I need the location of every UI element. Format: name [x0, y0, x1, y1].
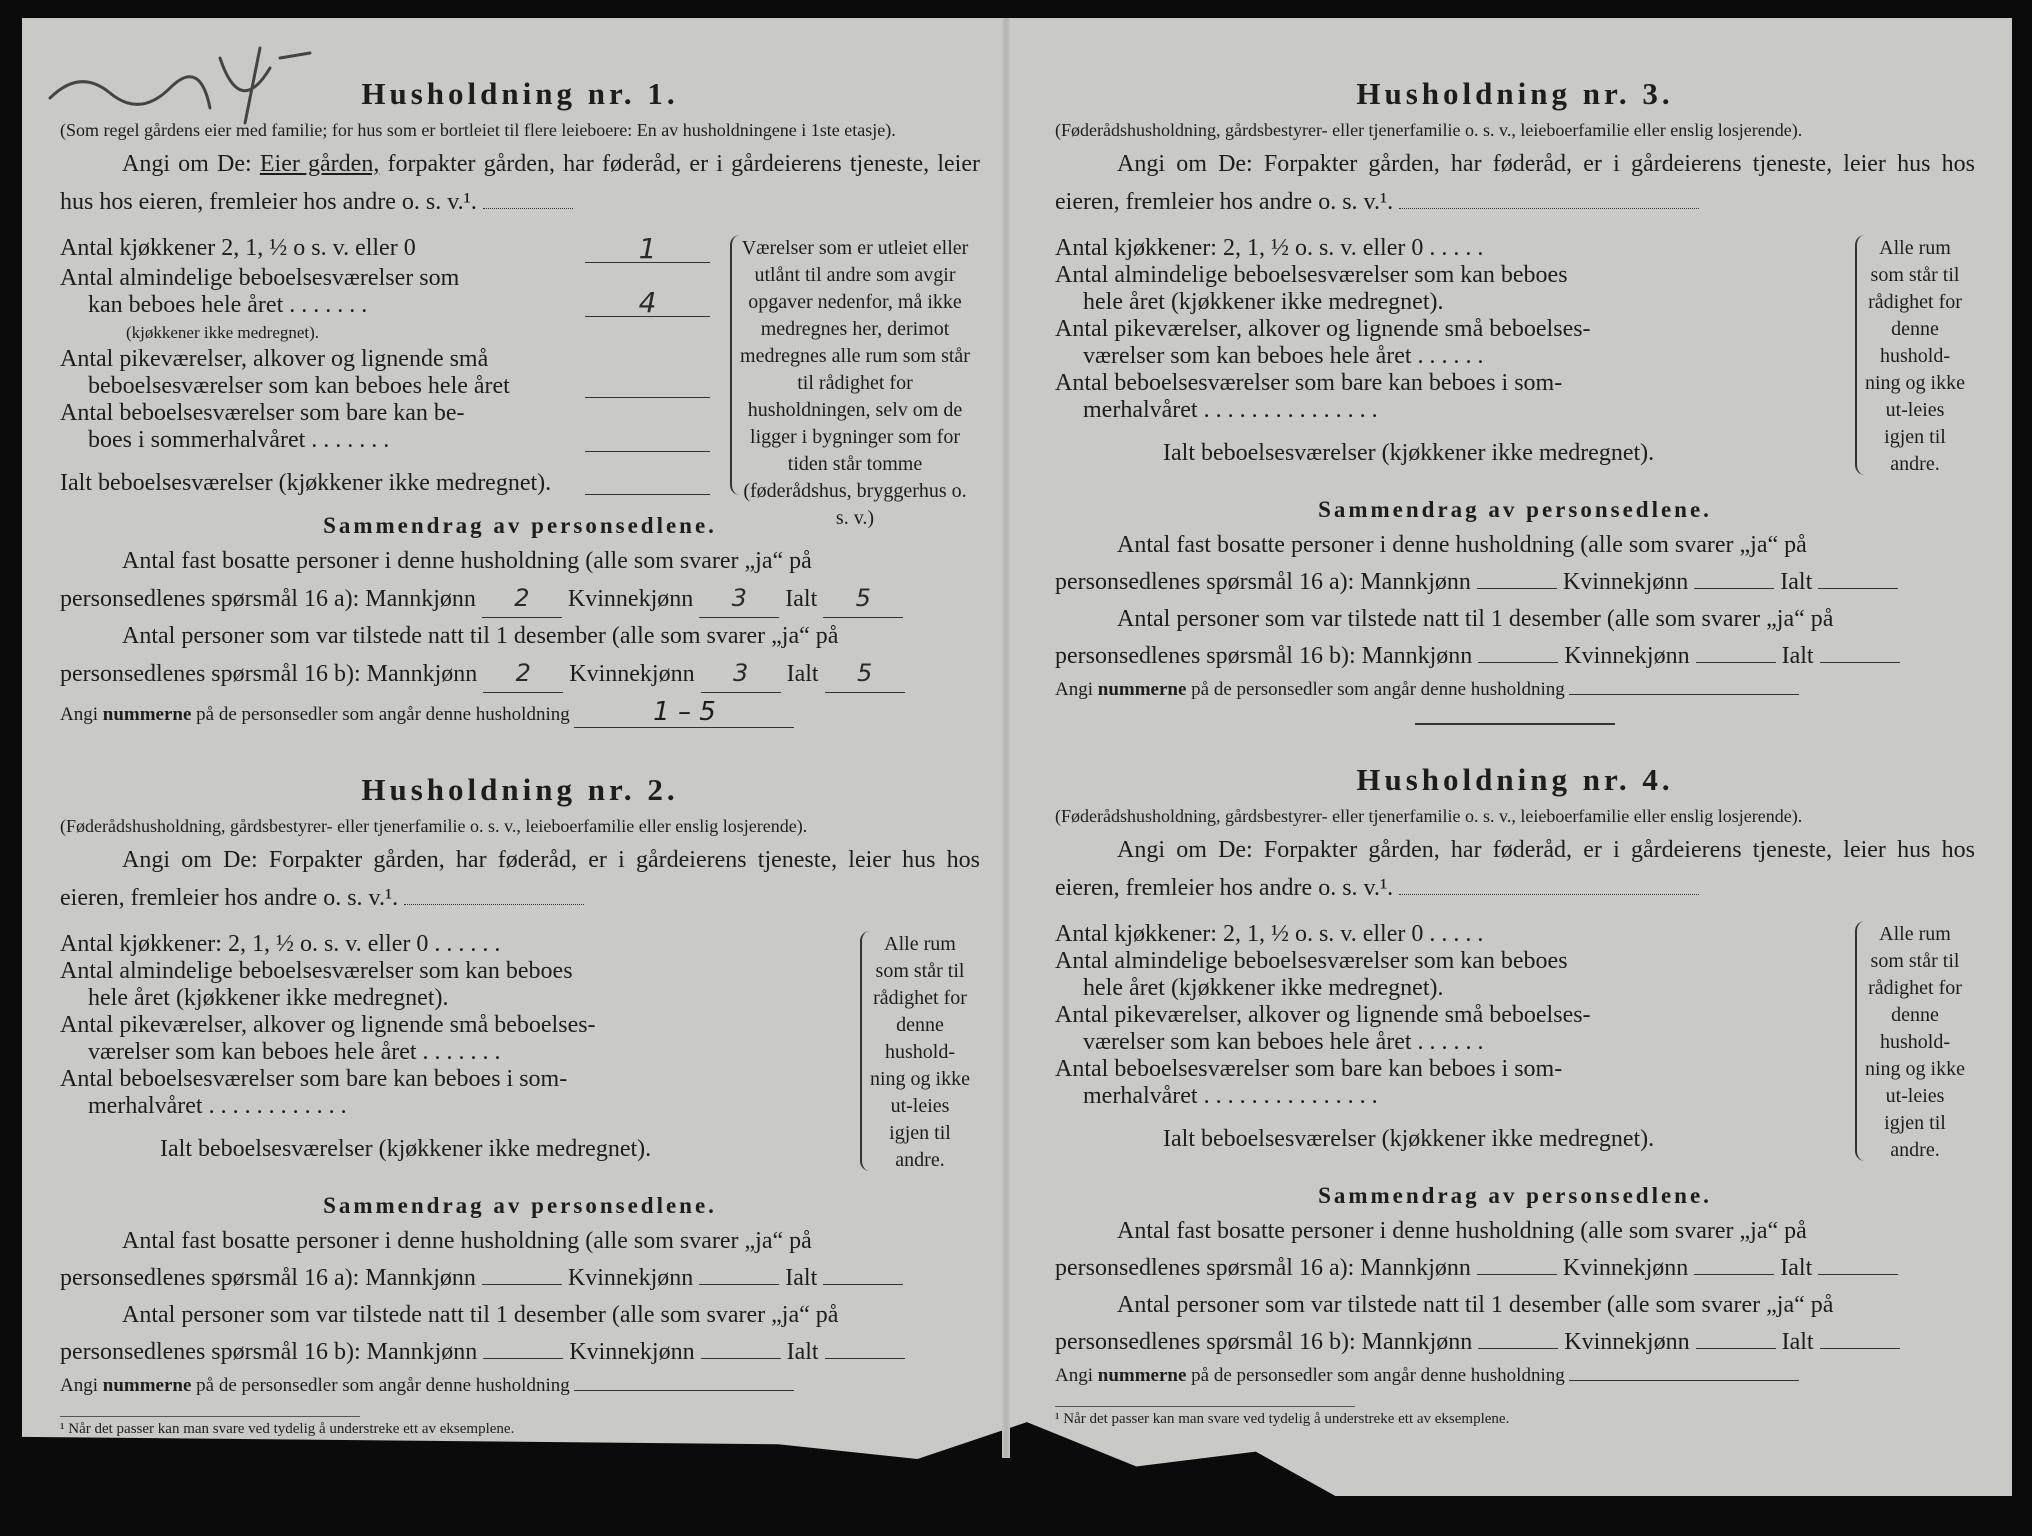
footnote: ¹ Når det passer kan man svare ved tydelig å understreke ett av eksemplene.: [60, 1416, 360, 1438]
footnote: ¹ Når det passer kan man svare ved tydelig å understreke ett av eksemplene.: [1055, 1406, 1355, 1428]
ordinary-rooms-count: 4: [585, 289, 710, 317]
household-1: Husholdning nr. 1. (Som regel gårdens eier med familie; for hus som er bortleiet til flere leieboere: En av husholdningene i 1ste etasje). Angi om De: Eier gården, forpakter gården, har føderåd, er i gårdeierens tjeneste, leier hus hos eieren, fremleier hos andre o. s. v.¹. Antal kjøkkener 2, 1, ½ o s. v. eller 0 1 Antal almindelige beboelsesværelser som kan beboes hele året . . . . . . . 4 (kjøkkener ikke medregnet). Antal pikeværelser, alkover og lignende små beboelsesværelser som kan beboes hele året Antal beboelsesværelser som bare kan be- boes i sommerhalvåret . . . . . . . Ialt beboelsesværelser (kjøkkener ikke medregnet). Værelser som er utleiet eller utlånt til andre som avgir opgaver nedenfor, må ikke medregnes her, derimot medregnes alle rum som står til rådighet for husholdningen, selv om de ligger i bygninger som for tiden står tomme (føderådshus, bryggerhus o. s. v.) Sammendrag av personsedlene. Antal fast bosatte personer i denne husholdning (alle som svarer „ja“ på personsedlenes spørsmål 16 a): Mannkjønn 2 Kvinnekjønn 3 Ialt 5 Antal personer som var tilstede natt til 1 desember (alle som svarer „ja“ på personsedlenes spørsmål 16 b): Mannkjønn 2 Kvinnekjønn 3 Ialt 5 Angi nummerne på de personsedler som angår denne husholdning 1 – 5: [60, 76, 980, 727]
household-1-angi: Angi om De: Eier gården, forpakter gården, har føderåd, er i gårdeierens tjeneste, leier hus hos eieren, fremleier hos andre o. s. v.¹.: [60, 151, 980, 215]
separator-line: [1415, 723, 1615, 725]
selected-answer: Eier gården,: [259, 151, 380, 177]
household-1-summary-title: Sammendrag av personsedlene.: [323, 513, 717, 538]
household-3: Husholdning nr. 3. (Føderådshusholdning, gårdsbestyrer- eller tjenerfamilie o. s. v., leieboerfamilie eller enslig losjerende). Angi om De: Forpakter gården, har føderåd, er i gårdeierens tjeneste, leier hus hos eieren, fremleier hos andre o. s. v.¹. Antal kjøkkener: 2, 1, ½ o. s. v. eller 0 . . . . . Antal almindelige beboelsesværelser som kan beboes hele året (kjøkkener ikke medregnet). Antal pikeværelser, alkover og lignende små beboelses- værelser som kan beboes hele året . . . . . . Antal beboelsesværelser som bare kan beboes i som- merhalvåret . . . . . . . . . . . . . . . Ialt beboelsesværelser (kjøkkener ikke medregnet). Alle rum som står til rådighet for denne hushold-ning og ikke ut-leies igjen til andre. Sammendrag av personsedlene. Antal fast bosatte personer i denne husholdning (alle som svarer „ja“ på personsedlenes spørsmål 16 a): Mannkjønn Kvinnekjønn Ialt Antal personer som var tilstede natt til 1 desember (alle som svarer „ja“ på personsedlenes spørsmål 16 b): Mannkjønn Kvinnekjønn Ialt Angi nummerne på de personsedler som angår denne husholdning: [1055, 76, 1975, 725]
household-1-rooms: Antal kjøkkener 2, 1, ½ o s. v. eller 0 1 Antal almindelige beboelsesværelser som kan beboes hele året . . . . . . . 4 (kjøkkener ikke medregnet). Antal pikeværelser, alkover og lignende små beboelsesværelser som kan beboes hele året Antal beboelsesværelser som bare kan be- boes i sommerhalvåret . . . . . . . Ialt beboelsesværelser (kjøkkener ikke medregnet). Værelser som er utleiet eller utlånt til andre som avgir opgaver nedenfor, må ikke medregnes her, derimot medregnes alle rum som står til rådighet for husholdningen, selv om de ligger i bygninger som for tiden står tomme (føderådshus, bryggerhus o. s. v.): [60, 232, 970, 529]
household-4-title: Husholdning nr. 4.: [1356, 762, 1674, 797]
household-1-numbers: Angi nummerne på de personsedler som angår denne husholdning 1 – 5: [60, 697, 980, 728]
household-2-title: Husholdning nr. 2.: [361, 772, 679, 807]
household-1-brace-note: Værelser som er utleiet eller utlånt til andre som avgir opgaver nedenfor, må ikke medregnes her, derimot medregnes alle rum som står til rådighet for husholdningen, selv om de ligger i bygninger som for tiden står tomme (føderådshus, bryggerhus o. s. v.): [730, 235, 970, 495]
household-1-note: (Som regel gårdens eier med familie; for hus som er bortleiet til flere leieboere: En av husholdningene i 1ste etasje).: [60, 120, 896, 140]
household-2: Husholdning nr. 2. (Føderådshusholdning, gårdsbestyrer- eller tjenerfamilie o. s. v., leieboerfamilie eller enslig losjerende). Angi om De: Forpakter gården, har føderåd, er i gårdeierens tjeneste, leier hus hos eieren, fremleier hos andre o. s. v.¹. Antal kjøkkener: 2, 1, ½ o. s. v. eller 0 . . . . . . Antal almindelige beboelsesværelser som kan beboes hele året (kjøkkener ikke medregnet). Antal pikeværelser, alkover og lignende små beboelses- værelser som kan beboes hele året . . . . . . . Antal beboelsesværelser som bare kan beboes i som- merhalvåret . . . . . . . . . . . . Ialt beboelsesværelser (kjøkkener ikke medregnet). Alle rum som står til rådighet for denne hushold-ning og ikke ut-leies igjen til andre. Sammendrag av personsedlene. Antal fast bosatte personer i denne husholdning (alle som svarer „ja“ på personsedlenes spørsmål 16 a): Mannkjønn Kvinnekjønn Ialt Antal personer som var tilstede natt til 1 desember (alle som svarer „ja“ på personsedlenes spørsmål 16 b): Mannkjønn Kvinnekjønn Ialt Angi nummerne på de personsedler som angår denne husholdning ¹ Når det passer kan man svare ved tydelig å understreke ett av eksemplene.: [60, 772, 980, 1437]
page-fold: [1002, 18, 1010, 1458]
household-1-title: Husholdning nr. 1.: [361, 76, 679, 111]
household-3-title: Husholdning nr. 3.: [1356, 76, 1674, 111]
kitchen-count: 1: [585, 235, 710, 263]
household-4: Husholdning nr. 4. (Føderådshusholdning, gårdsbestyrer- eller tjenerfamilie o. s. v., leieboerfamilie eller enslig losjerende). Angi om De: Forpakter gården, har føderåd, er i gårdeierens tjeneste, leier hus hos eieren, fremleier hos andre o. s. v.¹. Antal kjøkkener: 2, 1, ½ o. s. v. eller 0 . . . . . Antal almindelige beboelsesværelser som kan beboes hele året (kjøkkener ikke medregnet). Antal pikeværelser, alkover og lignende små beboelses- værelser som kan beboes hele året . . . . . . Antal beboelsesværelser som bare kan beboes i som- merhalvåret . . . . . . . . . . . . . . . Ialt beboelsesværelser (kjøkkener ikke medregnet). Alle rum som står til rådighet for denne hushold-ning og ikke ut-leies igjen til andre. Sammendrag av personsedlene. Antal fast bosatte personer i denne husholdning (alle som svarer „ja“ på personsedlenes spørsmål 16 a): Mannkjønn Kvinnekjønn Ialt Antal personer som var tilstede natt til 1 desember (alle som svarer „ja“ på personsedlenes spørsmål 16 b): Mannkjønn Kvinnekjønn Ialt Angi nummerne på de personsedler som angår denne husholdning ¹ Når det passer kan man svare ved tydelig å understreke ett av eksemplene.: [1055, 762, 1975, 1427]
